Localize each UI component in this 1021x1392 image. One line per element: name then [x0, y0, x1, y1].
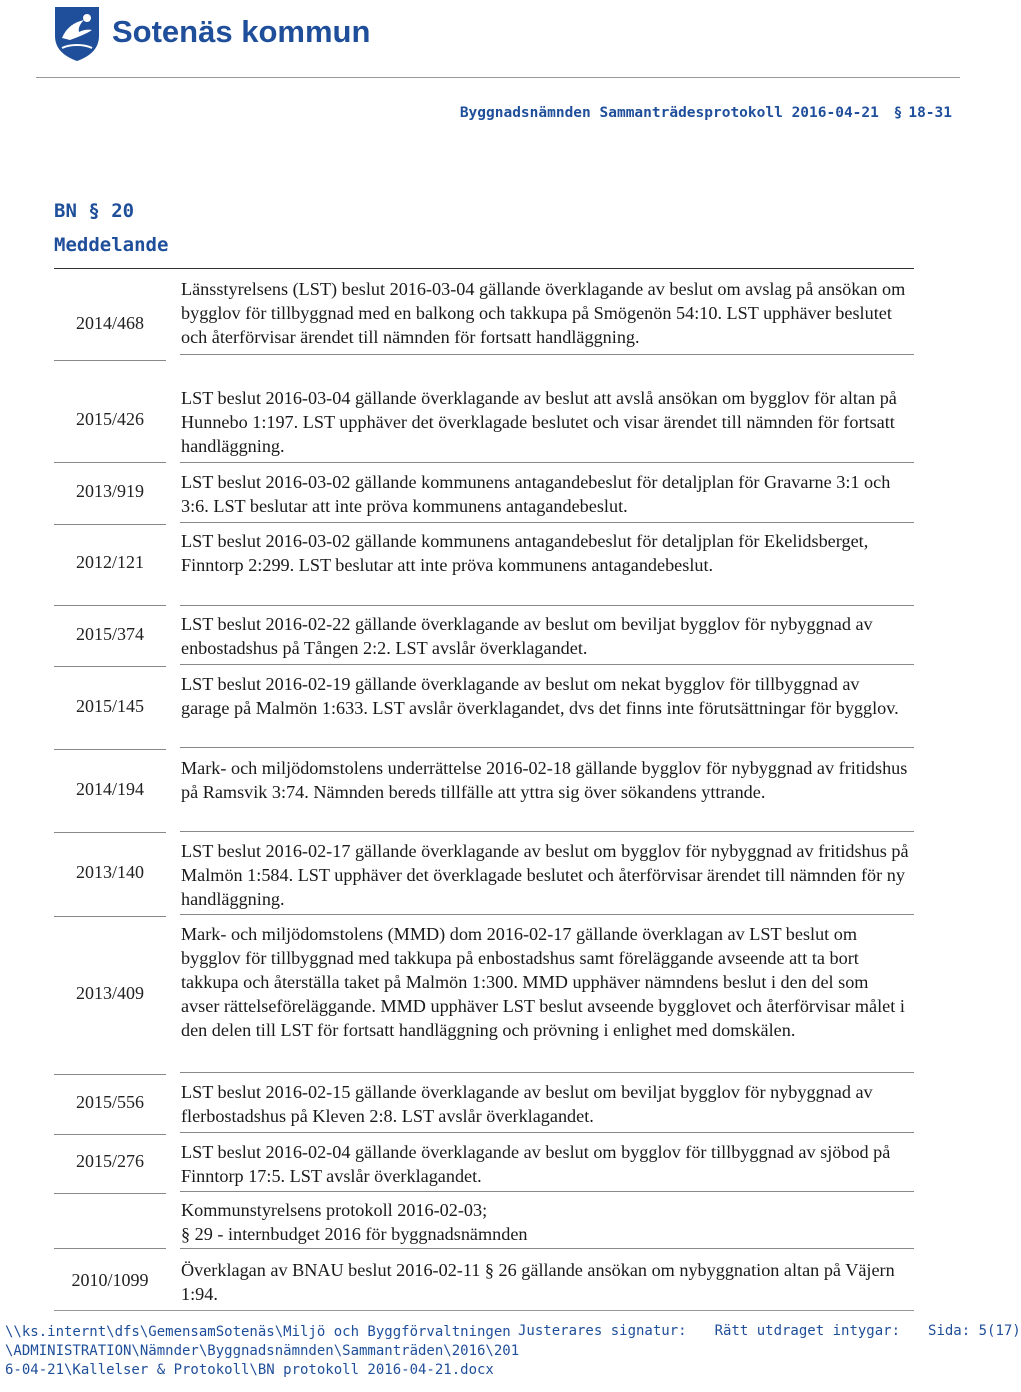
row-divider [54, 462, 166, 463]
justerares-signature-label: Justerares signatur: [518, 1323, 687, 1339]
case-ref: 2015/276 [75, 1151, 144, 1171]
row-divider [180, 1248, 914, 1249]
case-ref: 2013/919 [75, 481, 144, 501]
ratt-utdraget-label: Rätt utdraget intygar: [714, 1323, 901, 1339]
case-ref: 2012/121 [75, 552, 144, 572]
footer-divider [54, 1310, 914, 1311]
footer-signatures [518, 1323, 1021, 1339]
case-ref: 2015/556 [75, 1092, 144, 1112]
row-divider [54, 1074, 166, 1075]
case-ref: 2013/140 [75, 862, 144, 882]
case-ref: 2010/1099 [71, 1270, 149, 1290]
header-divider [36, 77, 960, 78]
meeting-date: 2016-04-21 [791, 105, 879, 121]
document-path: \\ks.internt\dfs\GemensamSotenäs\Miljö och Byggförvaltningen\ADMINISTRATION\Nämnder\Byggnadsnämnden\Sammanträden\2016\2016-04-21\Kallelser & Protokoll\BN protokoll 2016-04-21.docx [5, 1324, 520, 1378]
row-divider [54, 605, 166, 606]
case-ref: 2015/426 [75, 409, 144, 429]
municipality-logo [52, 4, 392, 60]
row-divider [54, 749, 166, 750]
row-divider [54, 1193, 166, 1194]
row-divider [180, 1191, 914, 1192]
entry-text: LST beslut 2016-03-04 gällande överklagande av beslut att avslå ansökan om bygglov för altan på Hunnebo 1:197. LST upphäver det överklagade beslutet och visar ärendet till nämnden för fortsatt handläggning. [181, 388, 897, 456]
entry-text: Mark- och miljödomstolens (MMD) dom 2016-02-17 gällande överklagan av LST beslut om bygglov för tillbyggnad med takkupa på enbostadshus samt föreläggande avseende att ta bort takkupa och återställa taket på Malmön 1:300. MMD upphäver nämndens beslut i den del som avser rättelseföreläggande. MMD upphäver LST beslut avseende bygglovet och återförvisar målet i den delen till LST för fortsatt handläggning och prövning i enlighet med domskälen. [181, 924, 905, 1040]
row-divider [54, 1248, 166, 1249]
entry-text: LST beslut 2016-02-22 gällande överklagande av beslut om beviljat bygglov för nybyggnad av enbostadshus på Tången 2:2. LST avslår överklagandet. [181, 614, 873, 658]
page-number: Sida: 5(17) [928, 1323, 1021, 1339]
row-divider [180, 831, 914, 832]
section-number: BN § 20 [54, 200, 135, 222]
row-divider [54, 666, 166, 667]
row-divider [180, 354, 914, 355]
committee-name: Byggnadsnämnden [459, 105, 591, 121]
row-divider [180, 1072, 914, 1073]
row-divider [54, 524, 166, 525]
doc-type: Sammanträdesprotokoll [599, 105, 783, 121]
entry-text: LST beslut 2016-02-04 gällande överklagande av beslut om bygglov för tillbyggnad av sjöbod på Finntorp 17:5. LST avslår överklagandet. [181, 1142, 891, 1186]
row-divider [180, 462, 914, 463]
row-divider [54, 360, 166, 361]
row-divider [54, 832, 166, 833]
page-range: 18-31 [908, 105, 952, 121]
row-divider [54, 1134, 166, 1135]
row-divider [180, 914, 914, 915]
header-info [392, 105, 952, 121]
seal-bird-shield-icon [52, 4, 102, 62]
row-divider [180, 747, 914, 748]
case-ref: 2015/374 [75, 624, 144, 644]
entry-text: Kommunstyrelsens protokoll 2016-02-03; § 29 - internbudget 2016 för byggnadsnämnden [181, 1200, 528, 1244]
case-ref: 2015/145 [75, 696, 144, 716]
case-ref: 2013/409 [75, 983, 144, 1003]
row-divider [180, 605, 914, 606]
entry-text: Överklagan av BNAU beslut 2016-02-11 § 26 gällande ansökan om nybyggnation altan på Väjern 1:94. [181, 1260, 895, 1304]
entry-text: LST beslut 2016-03-02 gällande kommunens antagandebeslut för detaljplan för Gravarne 3:1 och 3:6. LST beslutar att inte pröva kommunens antagandebeslut. [181, 472, 891, 516]
row-divider [54, 916, 166, 917]
section-symbol: § [893, 105, 903, 121]
entry-text: Mark- och miljödomstolens underrättelse 2016-02-18 gällande bygglov för nybyggnad av fritidshus på Ramsvik 3:74. Nämnden bereds tillfälle att yttra sig över sökandens yttrande. [181, 758, 908, 802]
entry-text: LST beslut 2016-02-19 gällande överklagande av beslut om nekat bygglov för tillbyggnad av garage på Malmön 1:633. LST avslår överklagandet, dvs det finns inte förutsättningar för bygglov. [181, 674, 899, 718]
row-divider [180, 664, 914, 665]
entry-text: LST beslut 2016-03-02 gällande kommunens antagandebeslut för detaljplan för Ekelidsberget, Finntorp 2:299. LST beslutar att inte pröva kommunens antagandebeslut. [181, 531, 869, 575]
case-ref: 2014/194 [75, 779, 144, 799]
entry-text: LST beslut 2016-02-17 gällande överklagande av beslut om bygglov för nybyggnad av fritidshus på Malmön 1:584. LST upphäver det överklagade beslutet och återförvisar ärendet till nämnden för ny handläggning. [181, 841, 909, 909]
row-divider [180, 1132, 914, 1133]
table-top-rule [54, 268, 914, 269]
entry-text: Länsstyrelsens (LST) beslut 2016-03-04 gällande överklagande av beslut om avslag på ansökan om bygglov för tillbyggnad med en balkong och takkupa på Smögenön 54:10. LST upphäver beslutet och återförvisar ärendet till nämnden för fortsatt handläggning. [181, 279, 906, 347]
org-name: Sotenäs kommun [112, 14, 371, 49]
row-divider [180, 522, 914, 523]
case-ref: 2014/468 [75, 313, 144, 333]
section-title: Meddelande [54, 234, 169, 256]
entry-text: LST beslut 2016-02-15 gällande överklagande av beslut om beviljat bygglov för nybyggnad av flerbostadshus på Kleven 2:8. LST avslår överklagandet. [181, 1082, 873, 1126]
